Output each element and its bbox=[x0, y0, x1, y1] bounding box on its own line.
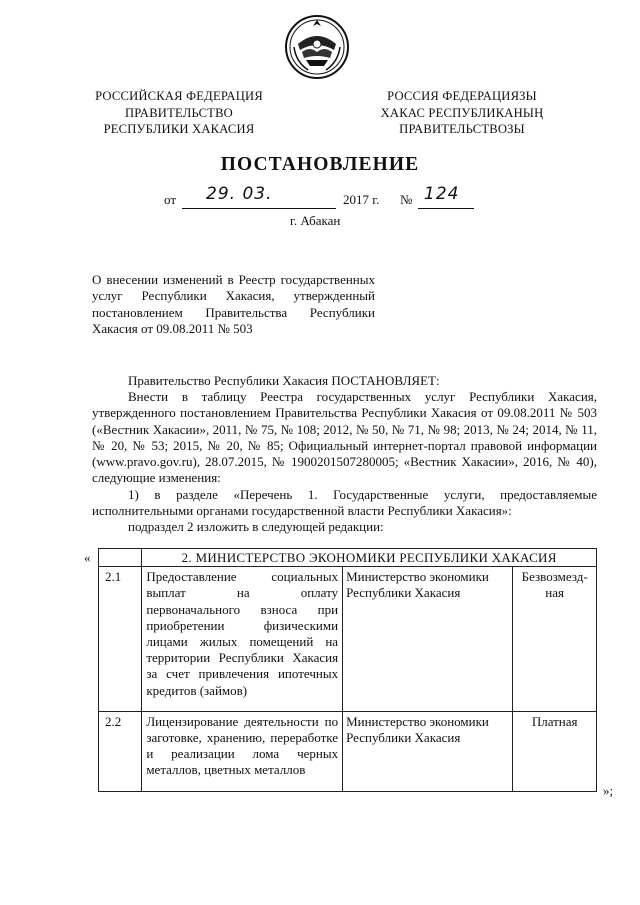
number-handwritten: 124 bbox=[424, 184, 460, 204]
service-organization: Министерство экономики Республики Хакасия bbox=[343, 711, 513, 791]
header-right-line: ПРАВИТЕЛЬСТВОЗЫ bbox=[399, 122, 525, 136]
body-paragraph: Внести в таблицу Реестра государственных услуг Республики Хакасия, утвержденного постановлением Правительства Республики Хакасия от 09.08.2011 № 503 («Вестник Хакасии», 2011, № 75, № 108; 2012, № 50, № 71, № 98; 2013, № 24; 2014, № 11, № 20, № 53; 2015, № 20, № 85; Официальный интернет-портал правовой информации (www.pravo.gov.ru), 28.07.2015, № 1900201507280005; «Вестник Хакасии», 2016, № 40), следующие изменения: bbox=[92, 389, 597, 486]
table-cell bbox=[99, 549, 142, 567]
table-row bbox=[99, 711, 597, 791]
document-title: ПОСТАНОВЛЕНИЕ bbox=[220, 154, 420, 175]
date-handwritten: 29. 03. bbox=[206, 184, 273, 204]
header-left-line: РЕСПУБЛИКИ ХАКАСИЯ bbox=[103, 122, 255, 136]
close-quote: »; bbox=[603, 783, 614, 798]
body-paragraph: Правительство Республики Хакасия ПОСТАНОВЛЯЕТ: bbox=[128, 373, 440, 388]
service-fee: Платная bbox=[513, 711, 597, 791]
registry-table bbox=[98, 548, 597, 792]
header-right-line: РОССИЯ ФЕДЕРАЦИЯЗЫ bbox=[387, 89, 537, 103]
city-label: г. Абакан bbox=[290, 213, 341, 228]
row-number: 2.1 bbox=[99, 567, 142, 712]
service-organization: Министерство экономики Республики Хакасия bbox=[343, 567, 513, 712]
body-paragraph: 1) в разделе «Перечень 1. Государственные услуги, предоставляемые исполнительными органами государственной власти Республики Хакасия»: bbox=[92, 487, 597, 519]
header-right-line: ХАКАС РЕСПУБЛИКАНЫҢ bbox=[380, 105, 544, 120]
header-left-line: ПРАВИТЕЛЬСТВО bbox=[125, 105, 233, 120]
number-prefix: № bbox=[400, 192, 413, 207]
coat-of-arms-emblem bbox=[284, 14, 350, 80]
service-fee: Безвозмезд-ная bbox=[513, 567, 597, 712]
header-left-line: РОССИЙСКАЯ ФЕДЕРАЦИЯ bbox=[95, 89, 263, 103]
service-name: Предоставление социальных выплат на оплату первоначального взноса при приобретении физическими лицами жилых помещений на территории Республики Хакасия за счет привлечения ипотечных кредитов (займов) bbox=[142, 567, 343, 712]
table-row bbox=[99, 567, 597, 712]
year-label: 2017 г. bbox=[343, 192, 380, 207]
section-title: 2. МИНИСТЕРСТВО ЭКОНОМИКИ РЕСПУБЛИКИ ХАКАСИЯ bbox=[142, 549, 597, 567]
date-prefix: от bbox=[164, 192, 177, 207]
row-number: 2.2 bbox=[99, 711, 142, 791]
header-right-block bbox=[372, 88, 552, 138]
open-quote: « bbox=[84, 550, 91, 565]
body-paragraph: подраздел 2 изложить в следующей редакции: bbox=[128, 519, 384, 534]
table-section-row bbox=[99, 549, 597, 567]
header-left-block bbox=[88, 88, 270, 138]
document-subject: О внесении изменений в Реестр государственных услуг Республики Хакасия, утвержденный постановлением Правительства Республики Хакасия от 09.08.2011 № 503 bbox=[92, 272, 375, 336]
service-name: Лицензирование деятельности по заготовке, хранению, переработке и реализации лома черных металлов, цветных металлов bbox=[142, 711, 343, 791]
